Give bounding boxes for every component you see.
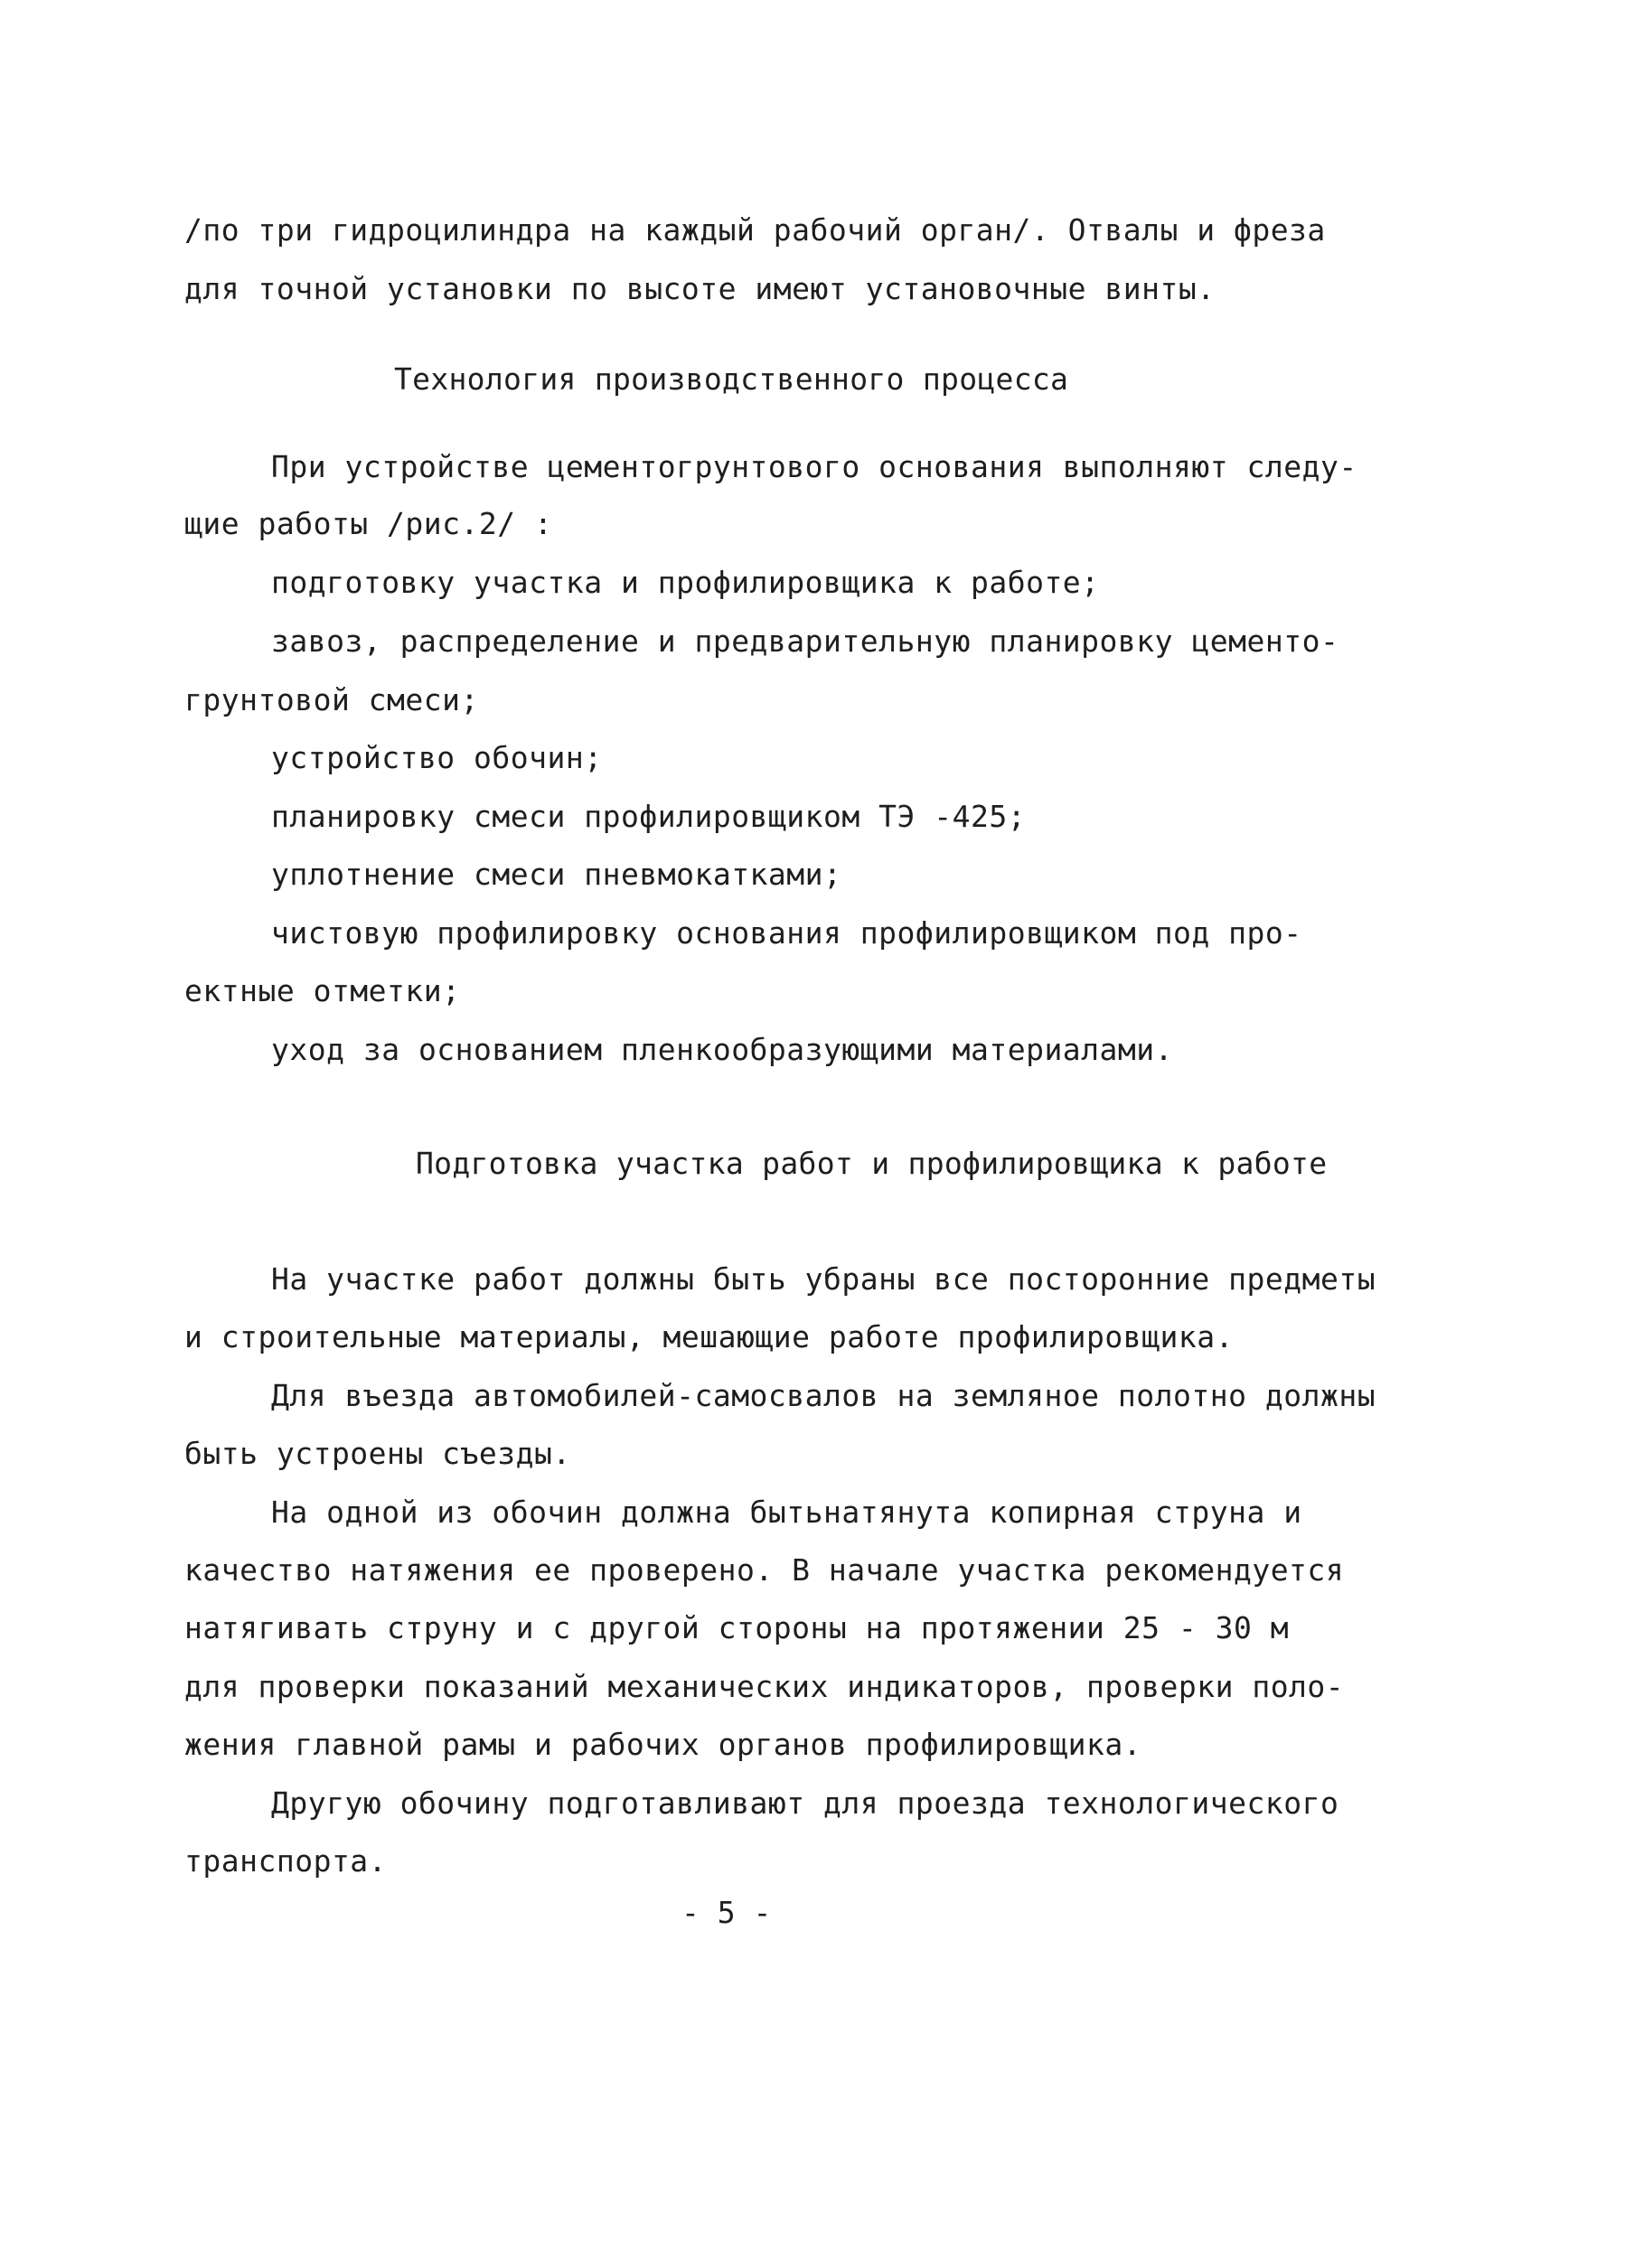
paragraph-line: и строительные материалы, мешающие работе профилировщика. (184, 1319, 1234, 1354)
paragraph-line: На участке работ должны быть убраны все посторонние предметы (271, 1261, 1376, 1297)
list-item-continuation: грунтовой смеси; (184, 682, 479, 717)
section-heading-preparation: Подготовка участка работ и профилировщика к работе (416, 1146, 1328, 1181)
list-item: устройство обочин; (271, 740, 603, 775)
paragraph-line: быть устроены съезды. (184, 1436, 571, 1471)
list-item: подготовку участка и профилировщика к работе; (271, 565, 1100, 600)
paragraph-line: для проверки показаний механических индикаторов, проверки поло- (184, 1669, 1345, 1704)
list-item: уход за основанием пленкообразующими материалами. (271, 1032, 1174, 1067)
list-item: уплотнение смеси пневмокатками; (271, 857, 842, 892)
intro-line-2: для точной установки по высоте имеют установочные винты. (184, 271, 1216, 306)
paragraph-line: Другую обочину подготавливают для проезда технологического (271, 1785, 1339, 1821)
paragraph-line: щие работы /рис.2/ : (184, 506, 553, 541)
list-item: планировку смеси профилировщиком ТЭ -425; (271, 799, 1027, 834)
paragraph-line: транспорта. (184, 1843, 388, 1879)
paragraph-line: При устройстве цементогрунтового основания выполняют следу- (271, 449, 1357, 484)
page-number: - 5 - (681, 1895, 772, 1930)
paragraph-line: качество натяжения ее проверено. В начале участка рекомендуется (184, 1552, 1345, 1588)
intro-line-1: /по три гидроцилиндра на каждый рабочий орган/. Отвалы и фреза (184, 212, 1326, 248)
list-item-continuation: ектные отметки; (184, 973, 461, 1008)
list-item: завоз, распределение и предварительную планировку цементо- (271, 623, 1339, 659)
paragraph-line: жения главной рамы и рабочих органов профилировщика. (184, 1727, 1142, 1762)
list-item: чистовую профилировку основания профилировщиком под про- (271, 915, 1302, 951)
paragraph-line: На одной из обочин должна бытьнатянута копирная струна и (271, 1495, 1302, 1530)
paragraph-line: Для въезда автомобилей-самосвалов на земляное полотно должны (271, 1378, 1376, 1413)
section-heading-technology: Технология производственного процесса (394, 361, 1069, 397)
paragraph-line: натягивать струну и с другой стороны на протяжении 25 - 30 м (184, 1610, 1290, 1645)
